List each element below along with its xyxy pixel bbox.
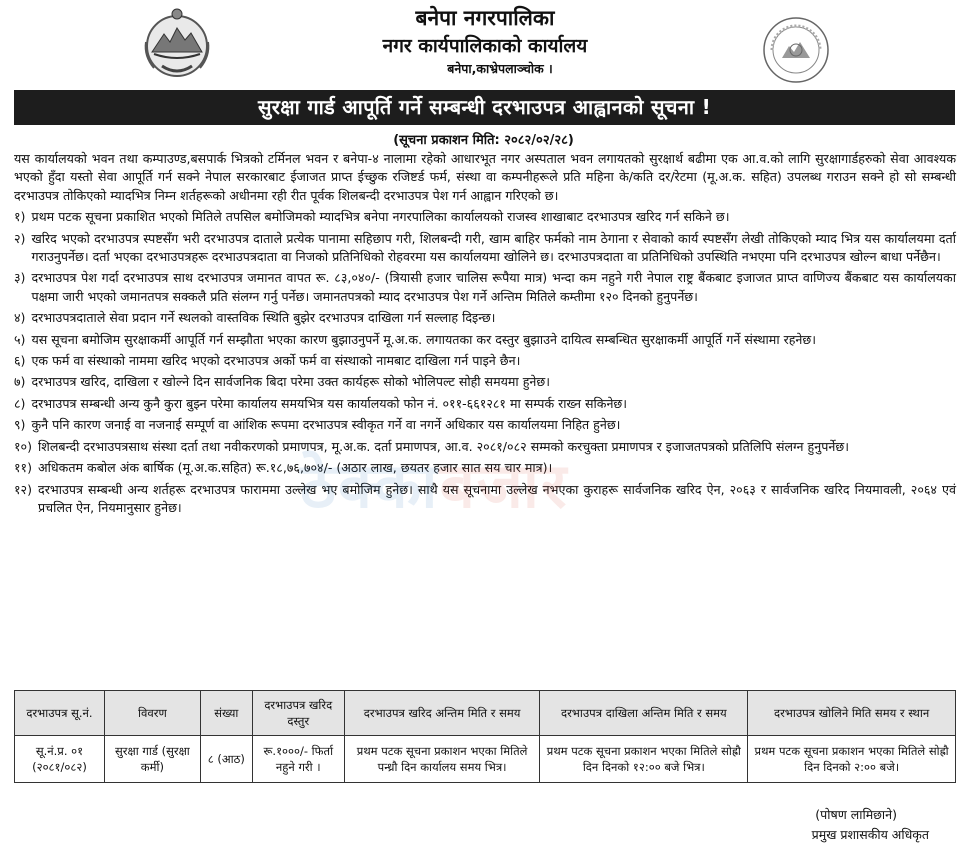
condition-item [14,269,956,306]
condition-text: यस सूचना बमोजिम सुरक्षाकर्मी आपूर्ति गर्न सम्झौता भएका कारण बुझाउनुपर्ने मू.अ.क. लगायतका कर दस्तुर बुझाउने दायित्व सम्बन्धित सुरक्षाकर्मी आपूर्ति गर्ने संस्थामा रहनेछ। [31,331,817,347]
condition-number: २) [14,230,26,246]
table-cell: प्रथम पटक सूचना प्रकाशन भएका मितिले सोह्रौ दिन दिनको १२:०० बजे भित्र। [540,736,748,783]
condition-number: ८) [14,395,26,411]
nepal-emblem-icon [140,6,214,80]
table-cell: प्रथम पटक सूचना प्रकाशन भएका मितिले सोह्रौ दिन दिनको २:०० बजे। [748,736,956,783]
condition-number: १२) [14,481,33,497]
notice-title-banner: सुरक्षा गार्ड आपूर्ति गर्ने सम्बन्धी दरभाउपत्र आह्वानको सूचना ! [14,90,955,125]
condition-number: ५) [14,331,26,347]
table-header: दरभाउपत्र खरिद दस्तुर [252,691,344,736]
condition-text: दरभाउपत्र सम्बन्धी अन्य शर्तहरू दरभाउपत्र फाराममा उल्लेख भए बमोजिम हुनेछ। साथै यस सूचनामा उल्लेख नभएका कुराहरू सार्वजनिक खरिद ऐन, २०६३ र सार्वजनिक खरिद नियमावली, २०६४ एवं प्रचलित ऐन, नियमानुसार हुनेछ। [38,481,956,515]
watermark-logo [300,442,568,526]
condition-item [14,395,956,413]
table-header: संख्या [200,691,252,736]
condition-item [14,416,956,434]
office-address: बनेपा,काभ्रेपलाञ्चोक । [447,61,553,76]
publication-date: (सूचना प्रकाशन मिति: २०८२/०२/२८) [393,133,574,148]
watermark-text-1: ठेक्का [300,449,440,522]
condition-text: दरभाउपत्र पेश गर्दा दरभाउपत्र साथ दरभाउपत्र जमानत वापत रू. ८३,०४०/- (त्रियासी हजार चालिस रूपैया मात्र) भन्दा कम नहुने गरी नेपाल राष्ट्र बैंकबाट इजाजत प्राप्त वाणिज्य बैंकबाट यस कार्यालयका पक्षमा जारी भएको जमानतपत्र सक्कलै प्रति संलग्न गर्नु पर्नेछ। जमानतपत्रको म्याद दरभाउपत्र पेश गर्ने अन्तिम मितिले कम्तीमा १२० दिनको हुनुपर्नेछ। [31,270,956,304]
condition-item [14,373,956,391]
condition-text: शिलबन्दी दरभाउपत्रसाथ संस्था दर्ता तथा नवीकरणको प्रमाणपत्र, मू.अ.क. दर्ता प्रमाणपत्र, आ.व. २०८१/०८२ सम्मको करचुक्ता प्रमाणपत्र र इजाजतपत्रको प्रतिलिपि संलग्न हुनुपर्नेछ। [38,438,849,454]
condition-item [14,331,956,349]
table-header: विवरण [104,691,200,736]
table-header: दरभाउपत्र सू.नं. [15,691,105,736]
signatory-title: प्रमुख प्रशासकीय अधिकृत [811,827,929,842]
condition-number: ९) [14,417,26,433]
table-cell: रू.१०००/- फिर्ता नहुने गरी । [252,736,344,783]
condition-text: दरभाउपत्रदाताले सेवा प्रदान गर्ने स्थलको वास्तविक स्थिति बुझेर दरभाउपत्र दाखिला गर्न सल्लाह दिइन्छ। [31,310,496,326]
watermark-text-2: बजार [439,449,569,522]
table-header: दरभाउपत्र दाखिला अन्तिम मिति र समय [540,691,748,736]
condition-text: दरभाउपत्र सम्बन्धी अन्य कुनै कुरा बुझ्न परेमा कार्यालय समयभित्र यस कार्यालयको फोन नं. ०११-६६१२८१ मा सम्पर्क राख्न सकिनेछ। [31,395,628,411]
condition-text: एक फर्म वा संस्थाको नाममा खरिद भएको दरभाउपत्र अर्को फर्म वा संस्थाको नामबाट दाखिला गर्न पाइने छैन। [31,353,521,369]
tender-schedule-table [14,690,956,783]
table-cell: सुरक्षा गार्ड (सुरक्षा कर्मी) [104,736,200,783]
municipality-seal-icon [762,16,830,84]
condition-text: दरभाउपत्र खरिद, दाखिला र खोल्ने दिन सार्वजनिक बिदा परेमा उक्त कार्यहरू सोको भोलिपल्ट सोही समयमा हुनेछ। [31,374,550,390]
condition-text: कुनै पनि कारण जनाई वा नजनाई सम्पूर्ण वा आंशिक रूपमा दरभाउपत्र स्वीकृत गर्ने वा नगर्ने अधिकार यस कार्यालयमा निहित हुनेछ। [31,417,621,433]
signatory-name: (पोषण लामिछाने) [815,807,897,822]
org-name: बनेपा नगरपालिका [415,6,555,30]
table-header-row [15,691,956,736]
table-row [15,736,956,783]
condition-number: ६) [14,353,26,369]
intro-paragraph: यस कार्यालयको भवन तथा कम्पाउण्ड,बसपार्क भित्रको टर्मिनल भवन र बनेपा-४ नालामा रहेको आधारभूत नगर अस्पताल भवन लगायतको सुरक्षार्थ बढीमा एक आ.व.को लागि सुरक्षागार्डहरुको सेवा आवश्यक भएको हुँदा यस्तो सेवा आपूर्ति गर्न सक्ने नेपाल सरकारबाट ईजाजत प्राप्त ईच्छुक रजिष्टर्ड फर्म, संस्था वा कम्पनीहरूले प्रति महिना के/कति दर/रेटमा (मू.अ.क. सहित) उपलब्ध गराउन सक्ने हो सो सम्बन्धी दरभाउपत्र तोकिएको म्यादभित्र निम्न शर्तहरूको अधीनमा रही रीत पूर्वक शिलबन्दी दरभाउपत्र पेश गर्न आह्वान गरिएको छ। [14,151,956,203]
condition-number: १०) [14,438,33,454]
table-header: दरभाउपत्र खरिद अन्तिम मिति र समय [344,691,540,736]
condition-number: ४) [14,310,26,326]
condition-number: ७) [14,374,26,390]
condition-text: अधिकतम कबोल अंक बार्षिक (मू.अ.क.सहित) रू.१८,७६,७०४/- (अठार लाख, छयतर हजार सात सय चार मात्र)। [38,460,553,476]
table-header: दरभाउपत्र खोलिने मिति समय र स्थान [748,691,956,736]
table-cell: ८ (आठ) [200,736,252,783]
condition-item [14,352,956,370]
table-cell: प्रथम पटक सूचना प्रकाशन भएका मितिले पन्ध्रौ दिन कार्यालय समय भित्र। [344,736,540,783]
condition-text: प्रथम पटक सूचना प्रकाशित भएको मितिले तपसिल बमोजिमको म्यादभित्र बनेपा नगरपालिका कार्यालयको राजस्व शाखाबाट दरभाउपत्र खरिद गर्न सकिने छ। [31,209,730,225]
condition-number: १) [14,209,26,225]
condition-item [14,309,956,327]
condition-item [14,208,956,226]
condition-number: ११) [14,460,33,476]
condition-number: ३) [14,270,26,286]
office-name: नगर कार्यपालिकाको कार्यालय [382,35,588,57]
table-cell: सू.नं.प्र. ०१ (२०८१/०८२) [15,736,105,783]
condition-item [14,230,956,267]
condition-text: खरिद भएको दरभाउपत्र स्पष्टसँग भरी दरभाउपत्र दाताले प्रत्येक पानामा सहिछाप गरी, शिलबन्दी गरी, खाम बाहिर फर्मको नाम ठेगाना र सेवाको कार्य स्पष्टसँग लेखी तोकिएको म्याद भित्र यस कार्यालयमा दर्ता गराउनुपर्नेछ। दर्ता भएका दरभाउपत्रहरू दरभाउपत्रदाता वा निजको प्रतिनिधिको रोहवरमा यस कार्यालयमा खोलिने छ। दरभाउपत्रदाता वा प्रतिनिधिको उपस्थिति नभएमा पनि दरभाउपत्र खोल्न बाधा पर्नेछैन। [31,230,956,265]
